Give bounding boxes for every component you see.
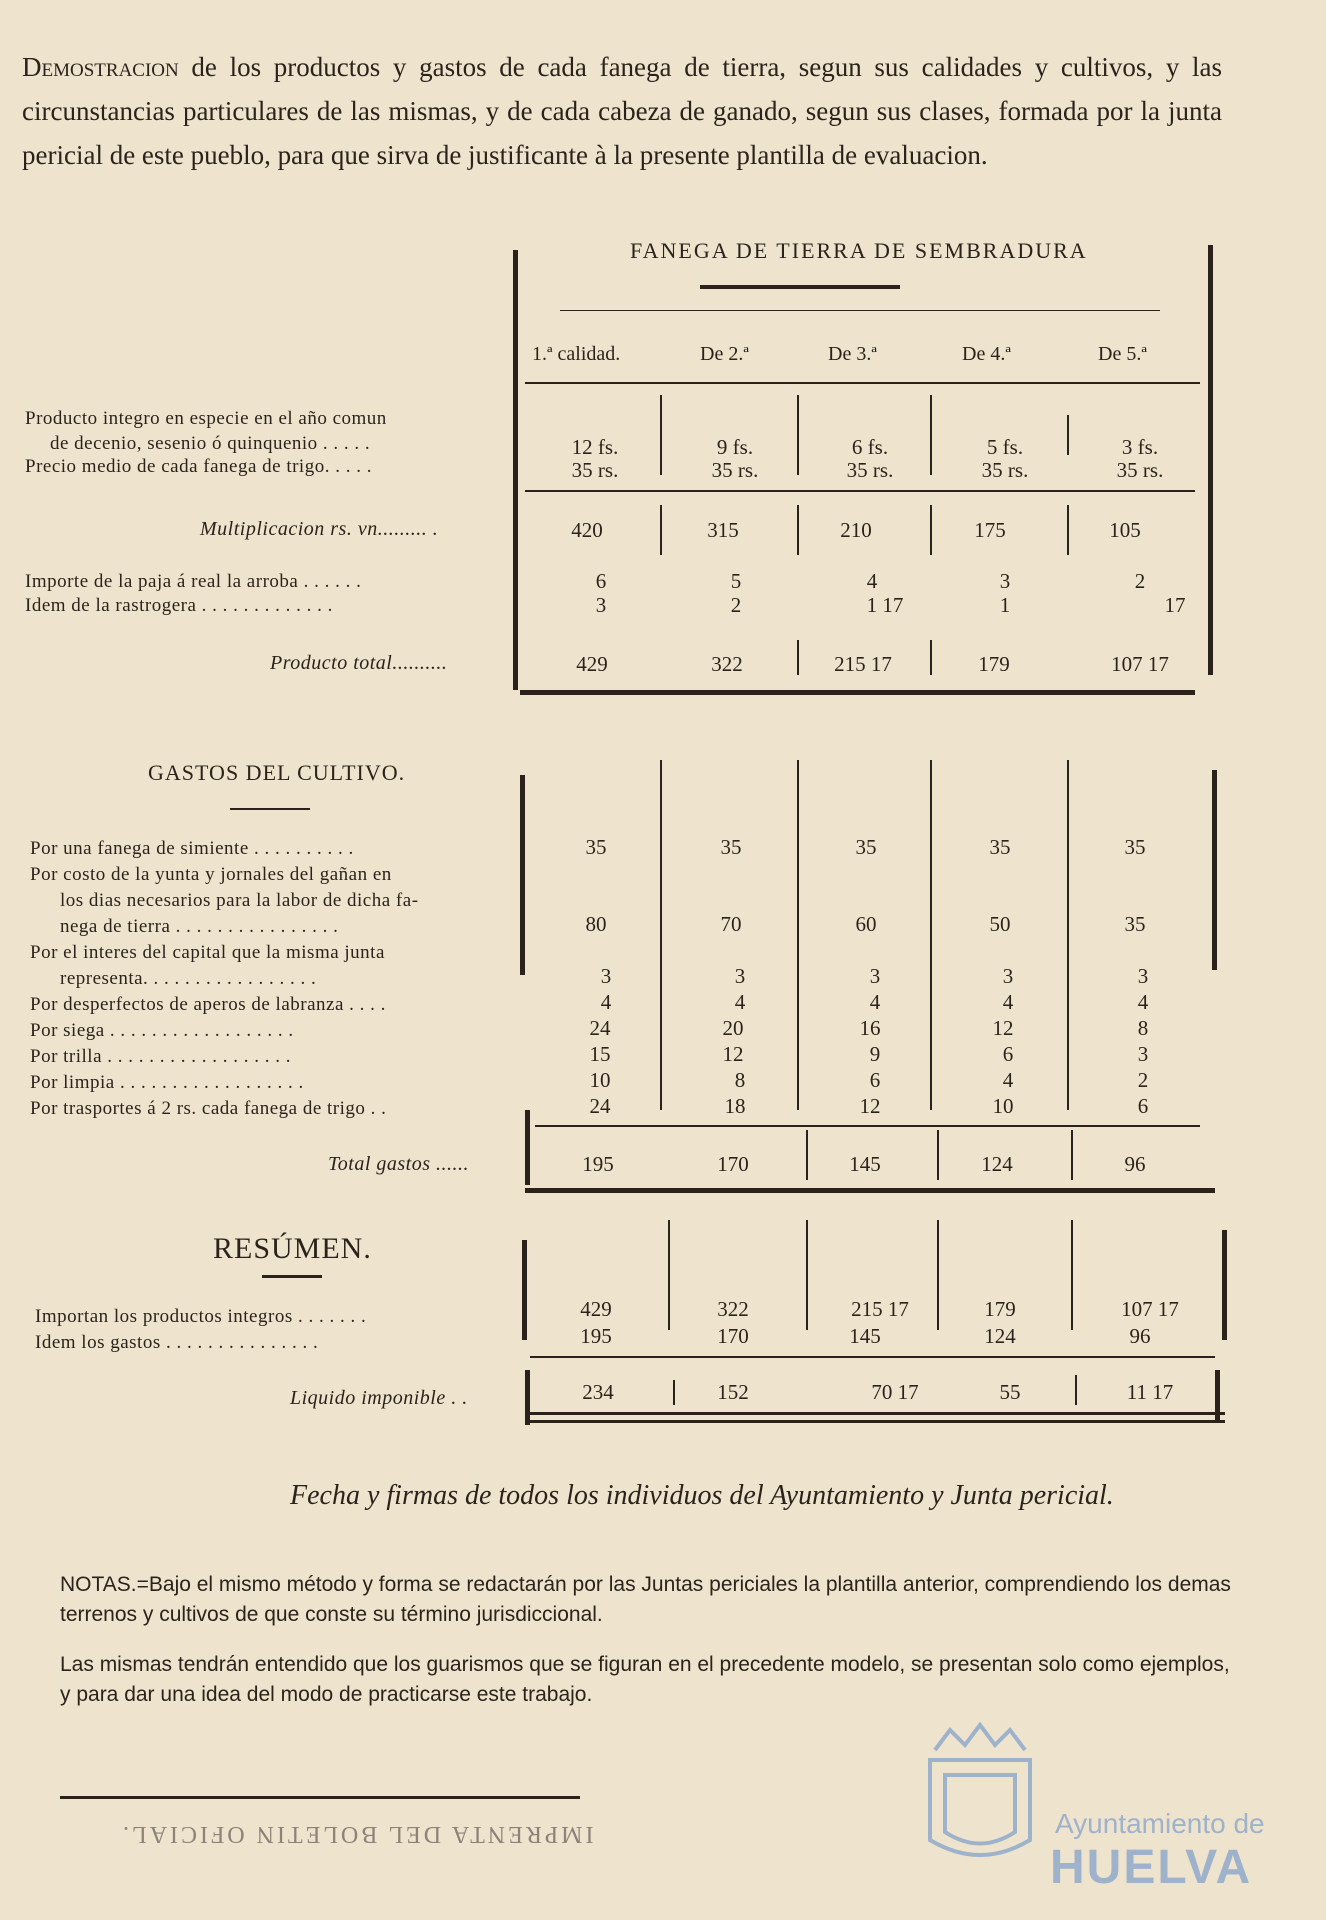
cell: 3 (1002, 964, 1014, 988)
row-label: Por trilla . . . . . . . . . . . . . . . . . . (30, 1046, 292, 1067)
cell: 315 (707, 518, 739, 542)
cell: 1 (999, 593, 1011, 617)
row-label: los dias necesarios para la labor de dicha fa- (60, 890, 419, 911)
left-rule-resumen (522, 1240, 527, 1340)
cell: 429 (580, 1297, 612, 1321)
cell: 2 (1137, 1068, 1149, 1092)
row-label: Importe de la paja á real la arroba . . . . . . (25, 571, 362, 592)
cell: 105 (1109, 518, 1141, 542)
cell: 9 (869, 1042, 881, 1066)
row-label: Liquido imponible . . (290, 1387, 468, 1409)
cell: 50 (989, 912, 1011, 936)
cell: 15 (589, 1042, 611, 1066)
cell: 4 (600, 990, 612, 1014)
col-rule (930, 760, 932, 1110)
cell: 170 (717, 1324, 749, 1348)
cell: 35 (720, 835, 742, 859)
row-label: Multiplicacion rs. vn......... . (200, 518, 439, 540)
intro-text: de los productos y gastos de cada fanega de tierra, segun sus calidades y cultivos, y las circunstancias particulares de las mismas, y de cada cabeza de ganado, segun sus clases, formada por la junta pericial de este pueblo, para que sirva de justificante à la presente plantilla de evaluacion. (22, 52, 1222, 170)
cell: 2 (1134, 569, 1146, 593)
row-label: Por limpia . . . . . . . . . . . . . . . . . . (30, 1072, 304, 1093)
cell: 3 (869, 964, 881, 988)
col-rule (668, 1220, 670, 1330)
row-rule (530, 1356, 1215, 1358)
cell: 3 (600, 964, 612, 988)
row-label: Idem de la rastrogera . . . . . . . . . . . . . (25, 595, 333, 616)
col-rule (797, 505, 799, 555)
left-rule-liquido (525, 1370, 530, 1425)
col-rule (937, 1130, 939, 1180)
col-header-2: De 2.ª (700, 343, 749, 365)
cell: 3 (1137, 1042, 1149, 1066)
cell: 6 (1002, 1042, 1014, 1066)
col-rule (797, 640, 799, 675)
cell: 170 (717, 1152, 749, 1176)
col-rule (797, 395, 799, 475)
col-rule (937, 1220, 939, 1330)
left-rule-gastos (520, 775, 525, 975)
col-rule (1067, 505, 1069, 555)
gastos-title-rule (230, 808, 310, 810)
cell: 35 (1124, 835, 1146, 859)
row-label: Por trasportes á 2 rs. cada fanega de trigo . . (30, 1098, 387, 1119)
cell: 5 (730, 569, 742, 593)
row-label: Por una fanega de simiente . . . . . . . . . . (30, 838, 354, 859)
col-rule (797, 760, 799, 1110)
col-rule (673, 1380, 675, 1405)
cell: 20 (722, 1016, 744, 1040)
cell: 6 (869, 1068, 881, 1092)
cell: 35 (855, 835, 877, 859)
col-rule (1067, 760, 1069, 1110)
row-label: representa. . . . . . . . . . . . . . . . . (60, 968, 317, 989)
col-rule (1075, 1375, 1077, 1405)
row-label: Por siega . . . . . . . . . . . . . . . . . . (30, 1020, 294, 1041)
col-rule (806, 1220, 808, 1330)
row-label: Precio medio de cada fanega de trigo. . . . . (25, 456, 372, 477)
col-rule (660, 760, 662, 1110)
cell: 152 (717, 1380, 749, 1404)
col-header-5: De 5.ª (1098, 343, 1147, 365)
cell: 70 17 (871, 1380, 919, 1404)
cell: 18 (724, 1094, 746, 1118)
cell: 60 (855, 912, 877, 936)
cell: 179 (984, 1297, 1016, 1321)
cell: 107 17 (1121, 1297, 1179, 1321)
left-rule-total (525, 1110, 530, 1185)
bottom-rule (525, 1412, 1225, 1415)
cell: 80 (585, 912, 607, 936)
cell: 35 rs. (1116, 458, 1164, 482)
col-rule (1071, 1220, 1073, 1330)
watermark-line1: Ayuntamiento de (1055, 1808, 1265, 1839)
resumen-title-rule (262, 1275, 322, 1278)
row-label: Producto total.......... (270, 652, 448, 674)
cell: 124 (981, 1152, 1013, 1176)
left-rule-top (513, 250, 518, 690)
resumen-title: RESÚMEN. (213, 1232, 372, 1265)
cell: 35 rs. (711, 458, 759, 482)
footer-rule (60, 1796, 580, 1799)
watermark-line2: HUELVA (1050, 1841, 1253, 1894)
note-1: NOTAS.=Bajo el mismo método y forma se redactarán por las Juntas periciales la plantilla anterior, comprendiendo los demas terrenos y cultivos de que conste su término jurisdiccional. (60, 1573, 1231, 1626)
row-label: Importan los productos integros . . . . . . . (35, 1306, 367, 1327)
row-label: de decenio, sesenio ó quinquenio . . . . . (50, 433, 371, 454)
cell: 4 (1137, 990, 1149, 1014)
cell: 3 (734, 964, 746, 988)
cell: 124 (984, 1324, 1016, 1348)
right-rule-resumen (1222, 1230, 1227, 1340)
cell: 5 fs. (986, 435, 1024, 459)
cell: 322 (717, 1297, 749, 1321)
col-rule (930, 395, 932, 475)
cell: 96 (1124, 1152, 1146, 1176)
cell: 4 (866, 569, 878, 593)
row-label: Por costo de la yunta y jornales del gañan en (30, 864, 392, 885)
col-header-4: De 4.ª (962, 343, 1011, 365)
section-rule (520, 690, 1195, 695)
row-label: Por el interes del capital que la misma junta (30, 942, 385, 963)
cell: 96 (1129, 1324, 1151, 1348)
col-rule (1067, 415, 1069, 455)
col-rule (806, 1130, 808, 1180)
row-label: Producto integro en especie en el año comun (25, 408, 387, 429)
cell: 4 (734, 990, 746, 1014)
cell: 35 (585, 835, 607, 859)
cell: 2 (730, 593, 742, 617)
row-label: Total gastos ...... (328, 1153, 470, 1175)
cell: 6 (1137, 1094, 1149, 1118)
cell: 4 (1002, 1068, 1014, 1092)
row-rule (525, 490, 1195, 492)
col-header-3: De 3.ª (828, 343, 877, 365)
cell: 24 (589, 1094, 611, 1118)
cell: 3 (999, 569, 1011, 593)
cell: 12 (722, 1042, 744, 1066)
cell: 10 (992, 1094, 1014, 1118)
cell: 35 rs. (846, 458, 894, 482)
cell: 6 (595, 569, 607, 593)
right-rule-gastos (1212, 770, 1217, 970)
row-label: Por desperfectos de aperos de labranza . . . . (30, 994, 386, 1015)
cell: 195 (582, 1152, 614, 1176)
cell: 6 fs. (851, 435, 889, 459)
cell: 35 (989, 835, 1011, 859)
cell: 420 (571, 518, 603, 542)
cell: 4 (1002, 990, 1014, 1014)
cell: 179 (978, 652, 1010, 676)
cell: 9 fs. (716, 435, 754, 459)
row-rule (535, 1125, 1200, 1127)
cell: 210 (840, 518, 872, 542)
cell: 145 (849, 1324, 881, 1348)
table-title: FANEGA DE TIERRA DE SEMBRADURA (630, 238, 1088, 263)
col-rule (660, 395, 662, 475)
signature-line: Fecha y firmas de todos los individuos del Ayuntamiento y Junta pericial. (290, 1480, 1114, 1511)
cell: 16 (859, 1016, 881, 1040)
col-rule (930, 505, 932, 555)
cell: 8 (1137, 1016, 1149, 1040)
cell: 35 rs. (571, 458, 619, 482)
cell: 8 (734, 1068, 746, 1092)
cell: 1 17 (866, 593, 904, 617)
cell: 55 (999, 1380, 1021, 1404)
row-label: Idem los gastos . . . . . . . . . . . . . . . (35, 1332, 319, 1353)
cell: 145 (849, 1152, 881, 1176)
cell: 17 (1164, 593, 1186, 617)
col-rule (930, 640, 932, 675)
section-rule (525, 1188, 1215, 1193)
imprint-text: IMPRENTA DEL BOLETIN OFICIAL. (120, 1821, 594, 1847)
title-rule (700, 285, 900, 289)
cell: 322 (711, 652, 743, 676)
cell: 3 (1137, 964, 1149, 988)
intro-lead: Demostracion (22, 52, 179, 82)
title-rule-thin (560, 310, 1160, 311)
cell: 215 17 (851, 1297, 909, 1321)
note-2: Las mismas tendrán entendido que los guarismos que se figuran en el precedente modelo, se presentan solo como ejemplos, y para dar una idea del modo de practicarse este trabajo. (60, 1653, 1230, 1706)
cell: 12 (992, 1016, 1014, 1040)
cell: 234 (582, 1380, 614, 1404)
header-rule (525, 382, 1200, 384)
cell: 107 17 (1111, 652, 1169, 676)
cell: 70 (720, 912, 742, 936)
col-header-1: 1.ª calidad. (532, 343, 621, 365)
cell: 35 (1124, 912, 1146, 936)
cell: 3 (595, 593, 607, 617)
intro-paragraph (22, 45, 1222, 177)
cell: 215 17 (834, 652, 892, 676)
cell: 35 rs. (981, 458, 1029, 482)
cell: 12 fs. (571, 435, 619, 459)
col-rule (660, 505, 662, 555)
col-rule (1071, 1130, 1073, 1180)
gastos-title: GASTOS DEL CULTIVO. (148, 760, 406, 785)
cell: 195 (580, 1324, 612, 1348)
cell: 3 fs. (1121, 435, 1159, 459)
cell: 429 (576, 652, 608, 676)
cell: 24 (589, 1016, 611, 1040)
bottom-rule-2 (525, 1420, 1225, 1423)
cell: 4 (869, 990, 881, 1014)
row-label: nega de tierra . . . . . . . . . . . . . . . . (60, 916, 339, 937)
cell: 10 (589, 1068, 611, 1092)
cell: 12 (859, 1094, 881, 1118)
cell: 11 17 (1126, 1380, 1174, 1404)
cell: 175 (974, 518, 1006, 542)
